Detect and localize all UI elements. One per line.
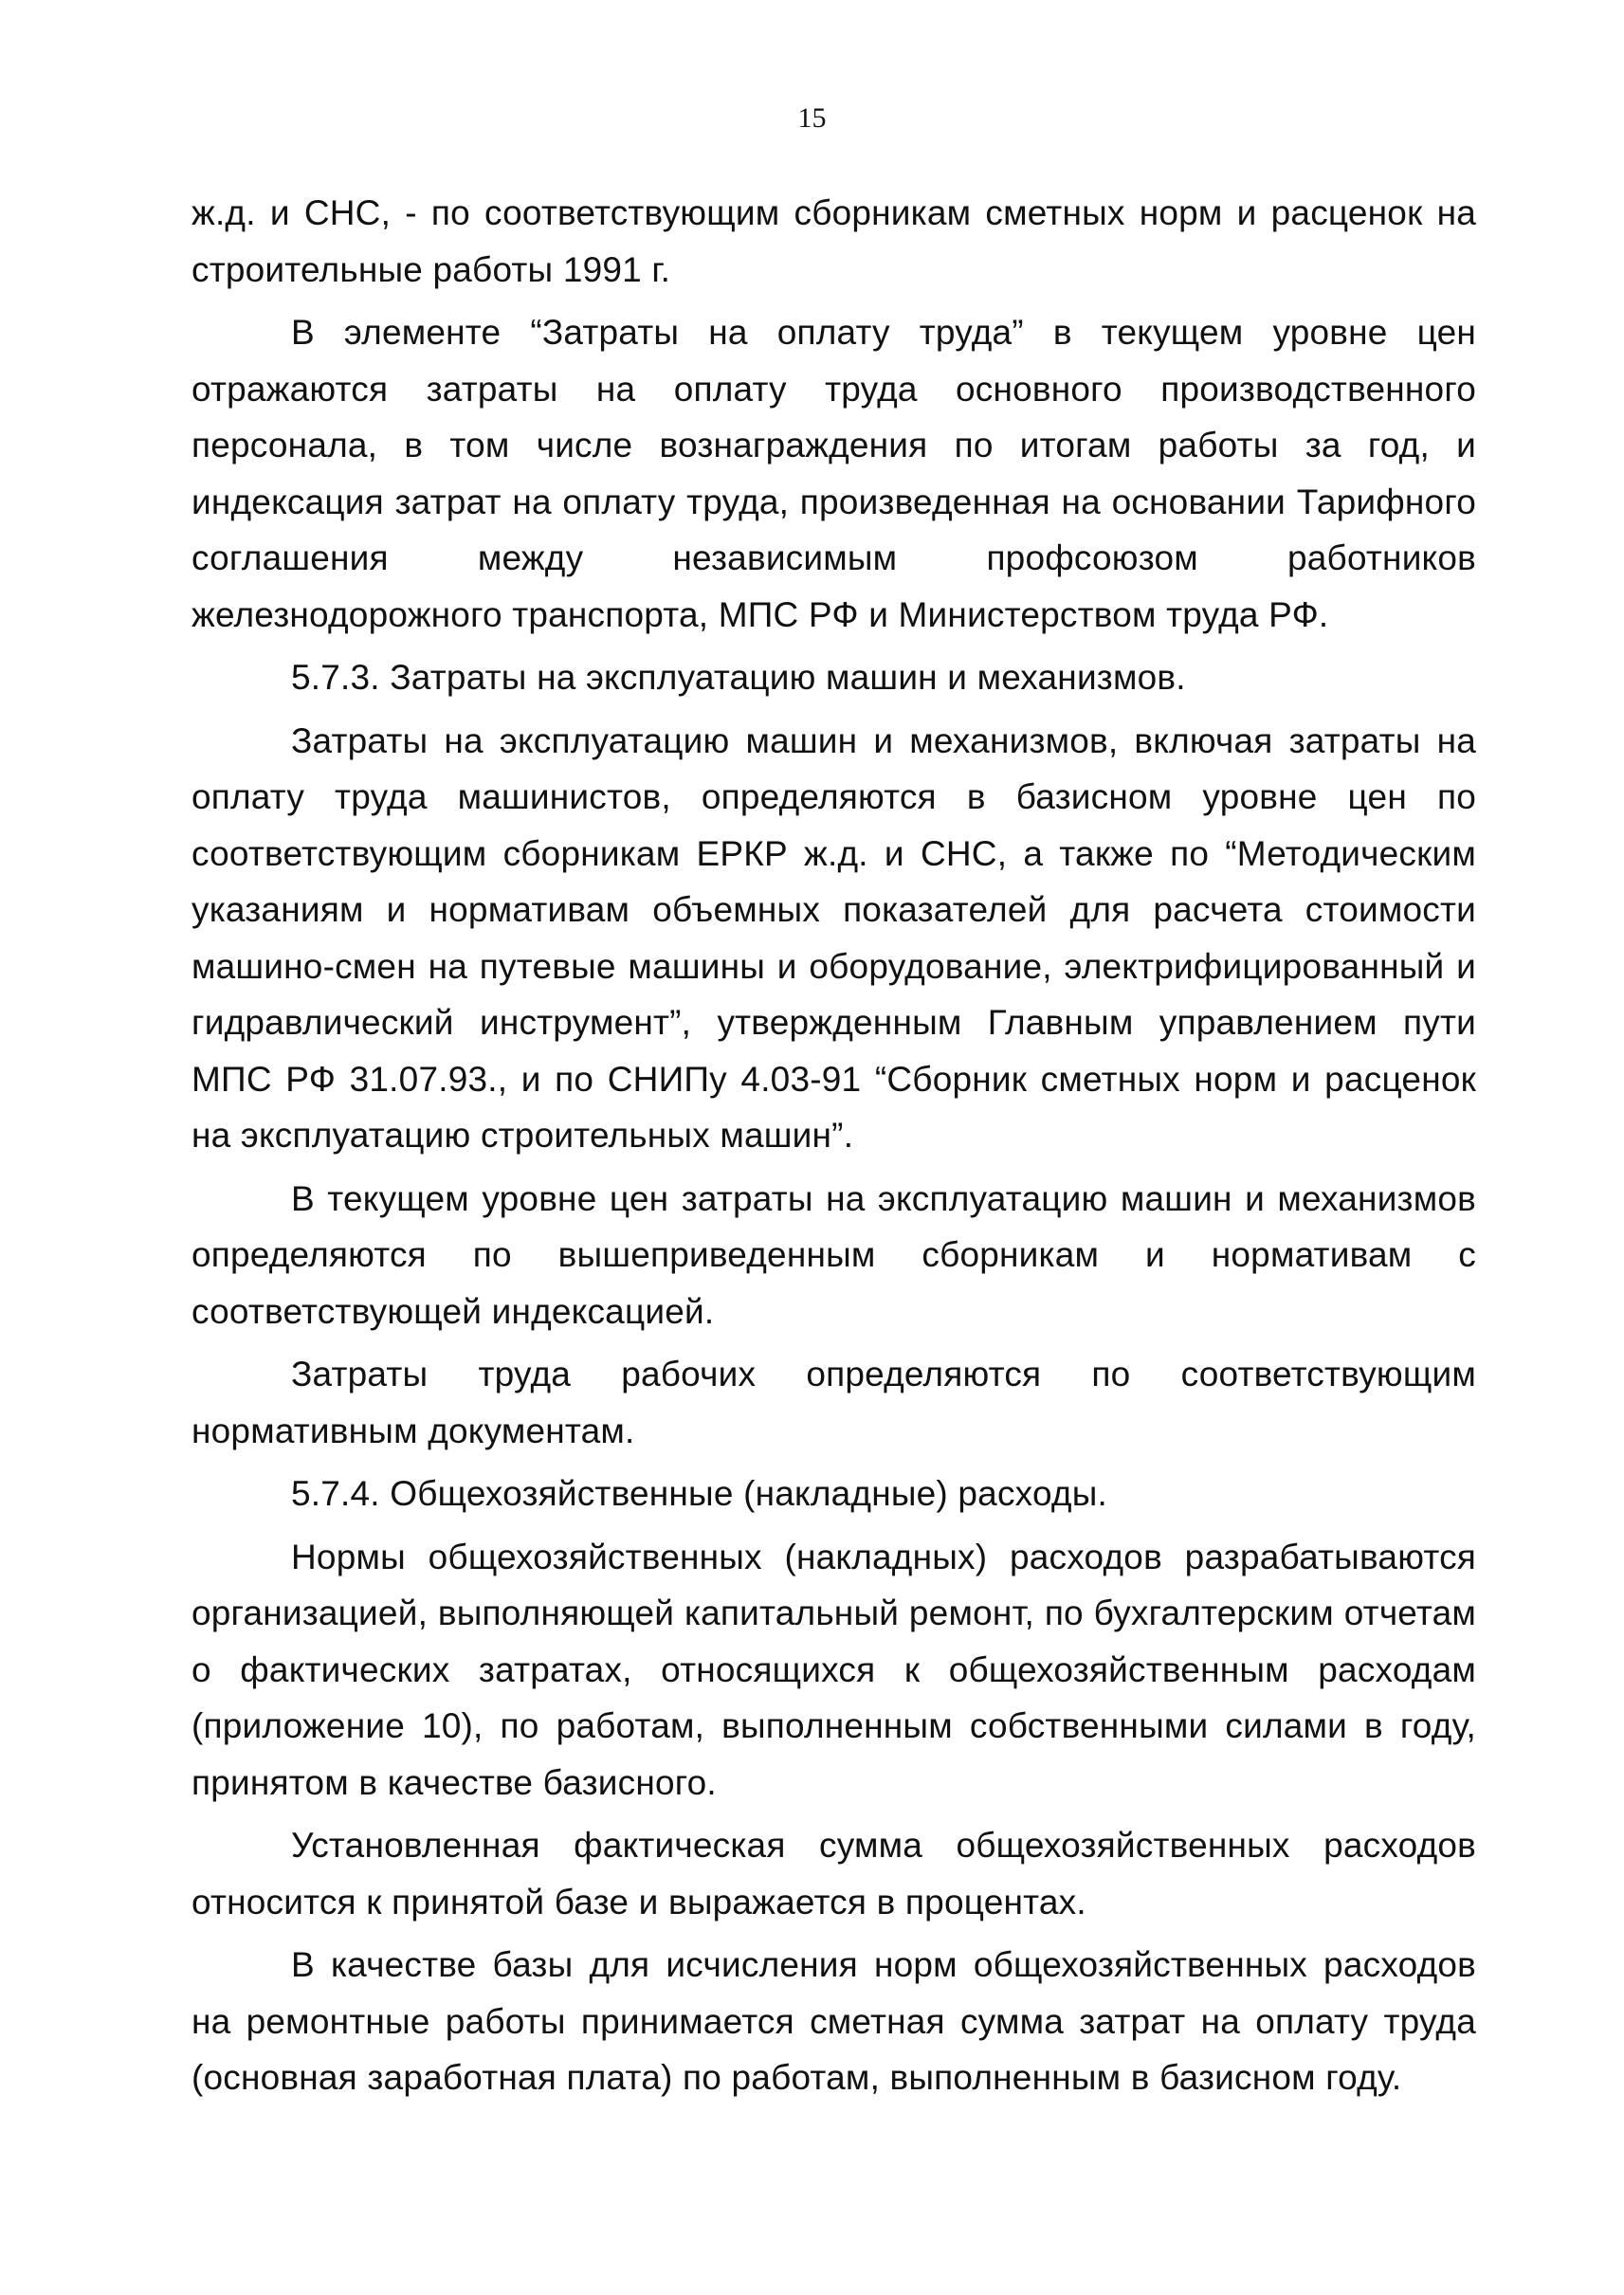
body-text: [192, 185, 1476, 2113]
paragraph-machine-costs-base: Затраты на эксплуатацию машин и механизмов, включая затраты на оплату труда машинистов, определяются в базисном уровне цен по соответствующим сборникам ЕРКР ж.д. и СНС, а также по “Методическим указаниям и нормативам объемных показателей для расчета стоимости машино-смен на путевые машины и оборудование, электрифицированный и гидравлический инструмент”, утвержденным Главным управлением пути МПС РФ 31.07.93., и по СНИПу 4.03-91 “Сборник сметных норм и расценок на эксплуатацию строительных машин”.: [192, 720, 1476, 1155]
page-number: 15: [797, 102, 827, 134]
paragraph-continuation: ж.д. и СНС, - по соответствующим сборникам сметных норм и расценок на строительные работы 1991 г.: [192, 193, 1476, 289]
paragraph-overhead-sum: Установленная фактическая сумма общехозяйственных расходов относится к принятой базе и выражается в процентах.: [192, 1826, 1476, 1922]
paragraph-overhead-norms: Нормы общехозяйственных (накладных) расходов разрабатываются организацией, выполняющей капитальный ремонт, по бухгалтерским отчетам о фактических затратах, относящихся к общехозяйственным расходам (приложение 10), по работам, выполненным собственными силами в году, принятом в качестве базисного.: [192, 1537, 1476, 1802]
paragraph-machine-costs-current: В текущем уровне цен затраты на эксплуатацию машин и механизмов определяются по вышеприведенным сборникам и нормативам с соответствующей индексацией.: [192, 1178, 1476, 1331]
paragraph-worker-labor: Затраты труда рабочих определяются по соответствующим нормативным документам.: [192, 1355, 1476, 1450]
section-heading-5-7-3: 5.7.3. Затраты на эксплуатацию машин и механизмов.: [291, 658, 1186, 697]
paragraph-overhead-base: В качестве базы для исчисления норм общехозяйственных расходов на ремонтные работы принимается сметная сумма затрат на оплату труда (основная заработная плата) по работам, выполненным в базисном году.: [192, 1945, 1476, 2097]
section-heading-5-7-4: 5.7.4. Общехозяйственные (накладные) расходы.: [291, 1474, 1107, 1513]
paragraph-labor-costs: В элементе “Затраты на оплату труда” в текущем уровне цен отражаются затраты на оплату труда основного производственного персонала, в том числе вознаграждения по итогам работы за год, и индексация затрат на оплату труда, произведенная на основании Тарифного соглашения между независимым профсоюзом работников железнодорожного транспорта, МПС РФ и Министерством труда РФ.: [192, 313, 1476, 634]
